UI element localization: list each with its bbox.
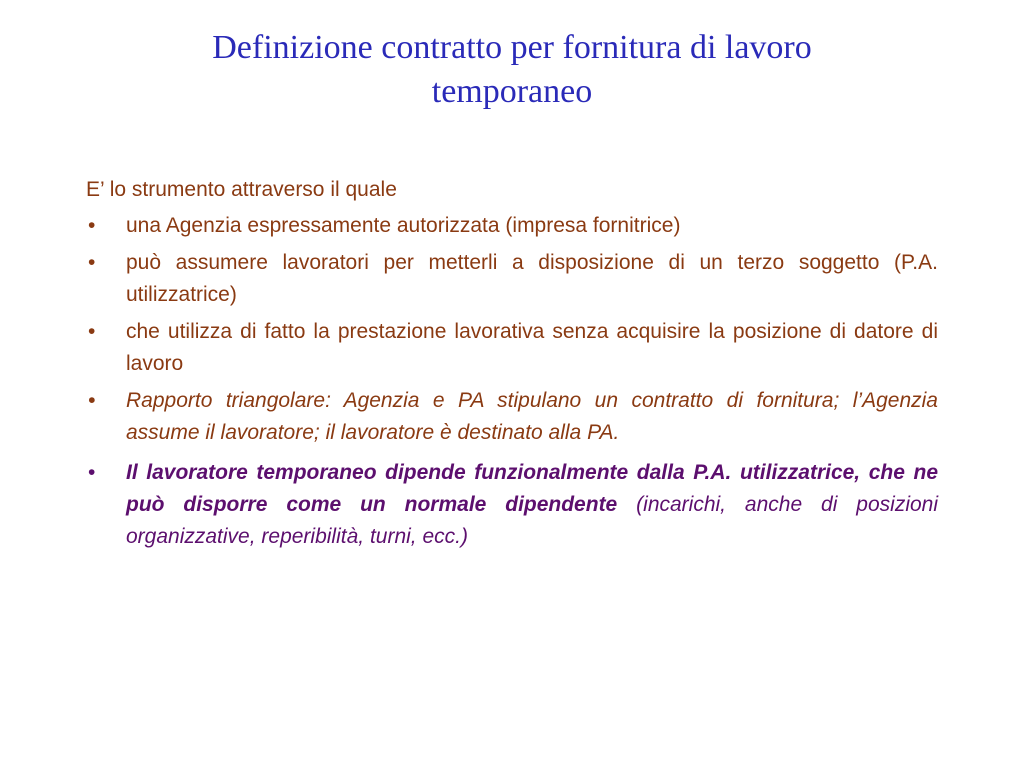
slide-title-line-2: temporaneo [431, 73, 593, 110]
bullet-item-hiring [86, 247, 938, 311]
bullet-list [86, 210, 938, 553]
bullet-item-agency [86, 210, 938, 242]
bullet-emphasis-text: Il lavoratore temporaneo dipende funzionalmente dalla P.A. utilizzatrice, che ne può disporre come un normale dipendente [126, 461, 938, 516]
bullet-item-triangular [86, 385, 938, 449]
slide-title-line-1: Definizione contratto per fornitura di lavoro [212, 29, 812, 66]
bullet-text: che utilizza di fatto la prestazione lavorativa senza acquisire la posizione di datore di lavoro [126, 320, 938, 375]
bullet-marker: • [88, 214, 96, 237]
slide-title [0, 26, 1024, 114]
bullet-text: Rapporto triangolare: Agenzia e PA stipulano un contratto di fornitura; l’Agenzia assume il lavoratore; il lavoratore è destinato alla PA. [126, 389, 938, 444]
bullet-text: può assumere lavoratori per metterli a disposizione di un terzo soggetto (P.A. utilizzatrice) [126, 251, 938, 306]
bullet-marker: • [88, 389, 96, 412]
bullet-marker: • [88, 251, 96, 274]
intro-text: E’ lo strumento attraverso il quale [86, 178, 397, 201]
bullet-item-user [86, 316, 938, 380]
bullet-tail-text: (incarichi, anche di posizioni organizzative, reperibilità, turni, ecc.) [126, 493, 939, 548]
slide-body [86, 174, 938, 558]
bullet-text: una Agenzia espressamente autorizzata (impresa fornitrice) [126, 214, 681, 237]
bullet-marker: • [88, 461, 96, 484]
bullet-marker: • [88, 320, 96, 343]
bullet-item-dependence [86, 457, 938, 553]
